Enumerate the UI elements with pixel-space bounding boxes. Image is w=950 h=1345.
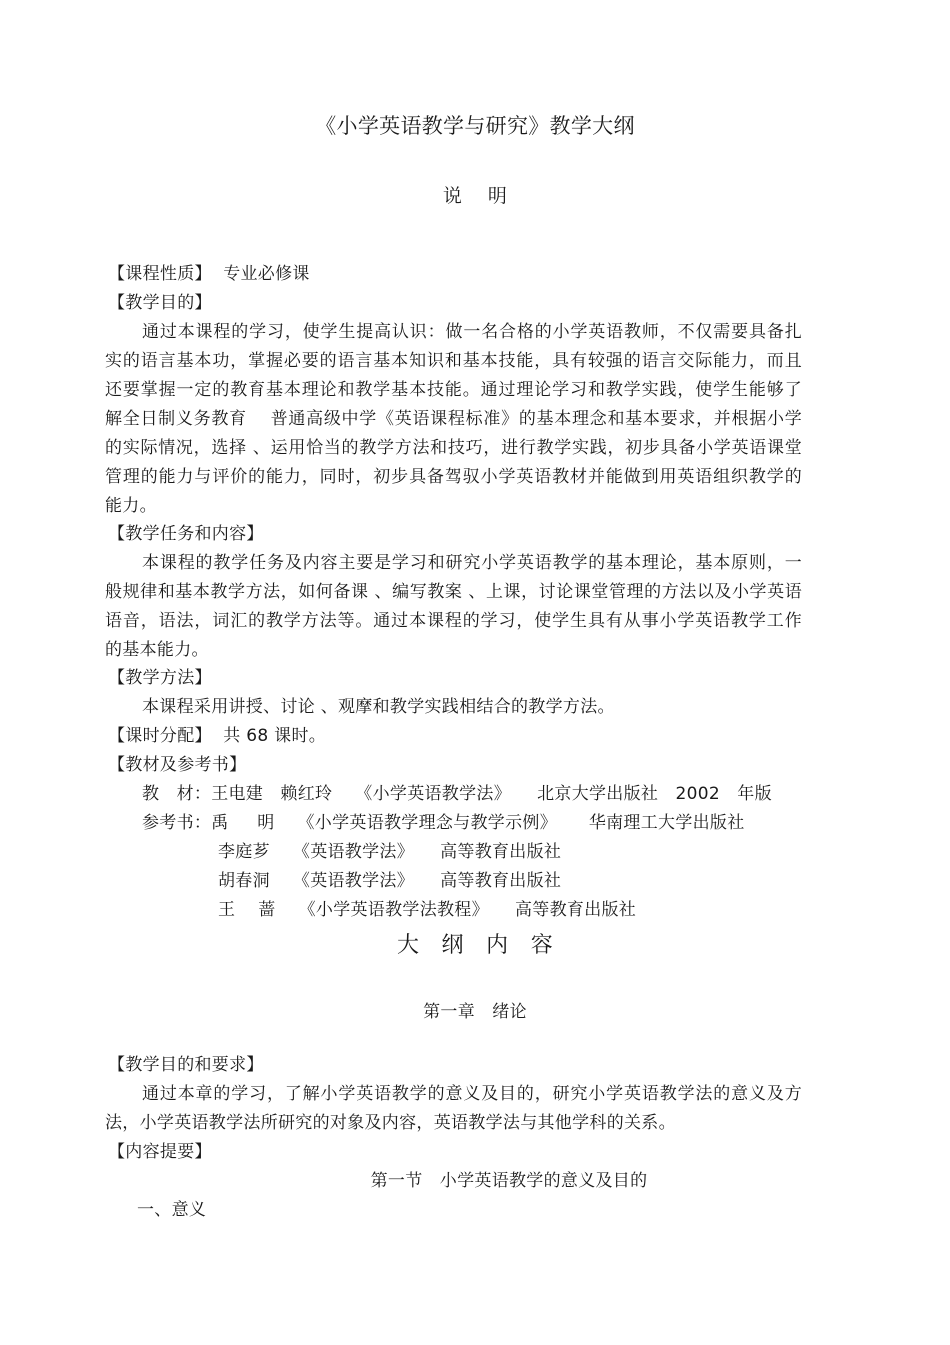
- method-line: 本课程采用讲授、讨论 、观摩和教学实践相结合的教学方法。: [142, 697, 615, 717]
- goal-line: 能力。: [105, 496, 157, 516]
- reference-line: 胡春洞 《英语教学法》 高等教育出版社: [218, 871, 562, 891]
- chapter-title: 第一章 绪论: [423, 1002, 527, 1022]
- goal-line: 解全日制义务教育 普通高级中学《英语课程标准》的基本理念和基本要求，并根据小学: [105, 409, 802, 429]
- textbook-line: 教 材：王电建 赖红玲 《小学英语教学法》 北京大学出版社 2002 年版: [142, 784, 772, 804]
- goal-line: 实的语言基本功，掌握必要的语言基本知识和基本技能，具有较强的语言交际能力，而且: [105, 351, 802, 371]
- task-line: 的基本能力。: [105, 640, 209, 660]
- chapter-goal-heading: 【教学目的和要求】: [108, 1055, 264, 1075]
- section-title: 第一节 小学英语教学的意义及目的: [370, 1171, 648, 1191]
- goal-line: 还要掌握一定的教育基本理论和教学基本技能。通过理论学习和教学实践，使学生能够了: [105, 380, 802, 400]
- task-heading: 【教学任务和内容】: [108, 524, 264, 544]
- intro-heading: 说 明: [442, 185, 508, 207]
- goal-line: 通过本课程的学习，使学生提高认识：做一名合格的小学英语教师，不仅需要具备扎: [142, 322, 802, 342]
- task-line: 般规律和基本教学方法，如何备课 、编写教案 、上课，讨论课堂管理的方法以及小学英语: [105, 582, 802, 602]
- reference-line: 李庭芗 《英语教学法》 高等教育出版社: [218, 842, 562, 862]
- summary-heading: 【内容提要】: [108, 1142, 212, 1162]
- chapter-goal-line: 法，小学英语教学法所研究的对象及内容，英语教学法与其他学科的关系。: [105, 1113, 676, 1133]
- outline-heading: 大 纲 内 容: [396, 933, 554, 958]
- method-heading: 【教学方法】: [108, 668, 212, 688]
- hours-line: 【课时分配】 共 68 课时。: [108, 726, 327, 746]
- task-line: 本课程的教学任务及内容主要是学习和研究小学英语教学的基本理论，基本原则，一: [142, 553, 802, 573]
- goal-heading: 【教学目的】: [108, 293, 212, 313]
- task-line: 语音，语法，词汇的教学方法等。通过本课程的学习，使学生具有从事小学英语教学工作: [105, 611, 802, 631]
- course-nature: 【课程性质】 专业必修课: [108, 264, 310, 284]
- section-item: 一、意义: [137, 1200, 207, 1220]
- books-heading: 【教材及参考书】: [108, 755, 247, 775]
- reference-line: 王 蔷 《小学英语教学法教程》 高等教育出版社: [218, 900, 637, 920]
- goal-line: 管理的能力与评价的能力，同时，初步具备驾驭小学英语教材并能做到用英语组织教学的: [105, 467, 802, 487]
- chapter-goal-line: 通过本章的学习，了解小学英语教学的意义及目的，研究小学英语教学法的意义及方: [142, 1084, 802, 1104]
- reference-line: 参考书：禹 明 《小学英语教学理念与教学示例》 华南理工大学出版社: [142, 813, 745, 833]
- document-title: 《小学英语教学与研究》教学大纲: [315, 114, 635, 138]
- goal-line: 的实际情况，选择 、运用恰当的教学方法和技巧，进行教学实践，初步具备小学英语课堂: [105, 438, 802, 458]
